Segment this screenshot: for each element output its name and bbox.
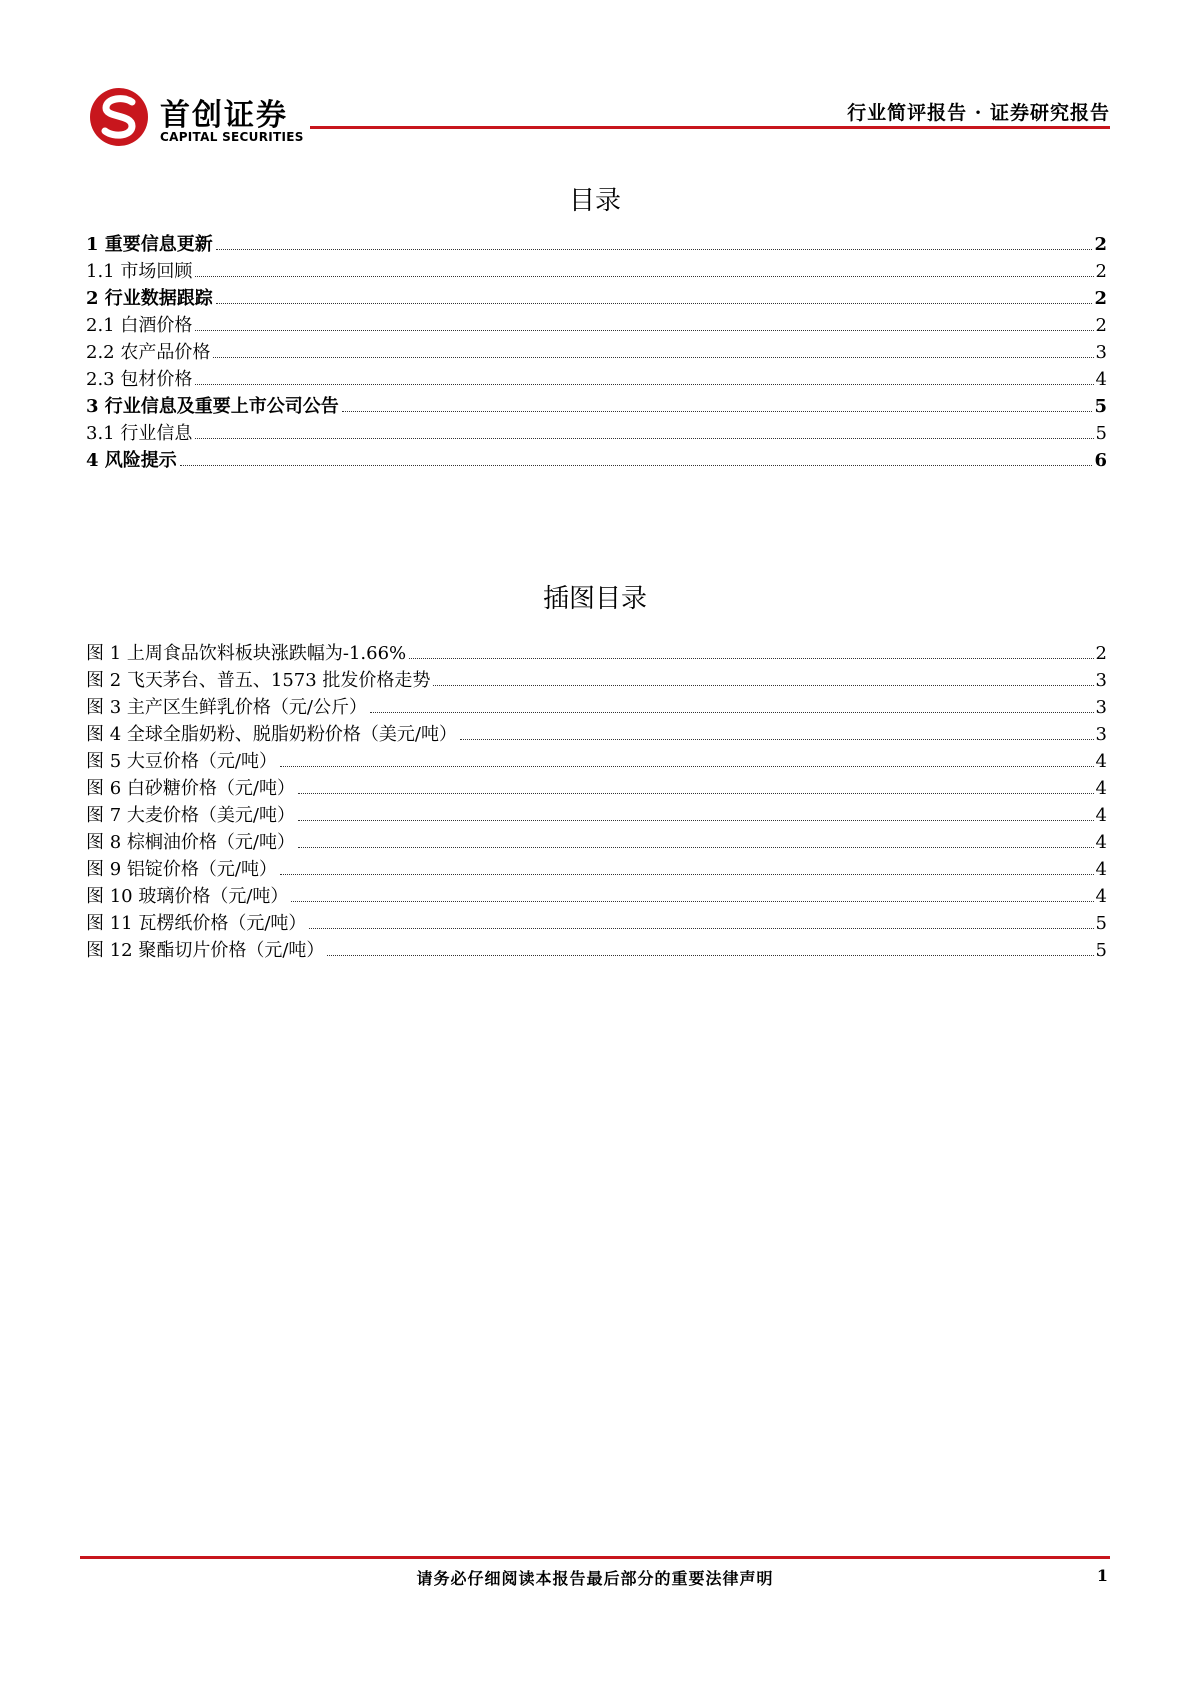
report-type: 行业简评报告 · 证券研究报告 [847, 102, 1110, 124]
dot-leader [280, 873, 1094, 875]
toc-list [86, 228, 1107, 471]
figure-item[interactable]: 图 1 上周食品饮料板块涨跌幅为-1.66% 2 [86, 643, 1107, 664]
dot-leader [433, 684, 1093, 686]
dot-leader [180, 464, 1093, 466]
dot-leader [213, 356, 1093, 358]
figure-item[interactable]: 图 11 瓦楞纸价格（元/吨） 5 [86, 913, 1107, 934]
toc-item[interactable]: 1 重要信息更新 2 [86, 234, 1107, 255]
dot-leader [370, 711, 1094, 713]
dot-leader [280, 765, 1094, 767]
toc-title: 目录 [568, 186, 621, 216]
dot-leader [195, 383, 1093, 385]
dot-leader [327, 954, 1093, 956]
dot-leader [216, 302, 1093, 304]
dot-leader [298, 792, 1094, 794]
page-number: 1 [1096, 1566, 1108, 1585]
logo-chinese-name: 首创证券 [160, 98, 288, 133]
toc-item[interactable]: 2.3 包材价格 4 [86, 369, 1107, 390]
dot-leader [195, 437, 1093, 439]
figure-item[interactable]: 图 7 大麦价格（美元/吨） 4 [86, 805, 1107, 826]
figure-item[interactable]: 图 4 全球全脂奶粉、脱脂奶粉价格（美元/吨） 3 [86, 724, 1107, 745]
dot-leader [409, 657, 1093, 659]
figure-item[interactable]: 图 3 主产区生鲜乳价格（元/公斤） 3 [86, 697, 1107, 718]
toc-item[interactable]: 3.1 行业信息 5 [86, 423, 1107, 444]
figures-list [86, 637, 1107, 961]
footer-disclaimer: 请务必仔细阅读本报告最后部分的重要法律声明 [416, 1569, 774, 1588]
dot-leader [460, 738, 1094, 740]
header-divider [310, 126, 1110, 129]
figures-title: 插图目录 [542, 584, 647, 614]
figure-item[interactable]: 图 9 铝锭价格（元/吨） 4 [86, 859, 1107, 880]
dot-leader [298, 819, 1094, 821]
toc-item[interactable]: 1.1 市场回顾 2 [86, 261, 1107, 282]
figure-item[interactable]: 图 8 棕榈油价格（元/吨） 4 [86, 832, 1107, 853]
toc-item[interactable]: 4 风险提示 6 [86, 450, 1107, 471]
dot-leader [298, 846, 1094, 848]
figure-item[interactable]: 图 6 白砂糖价格（元/吨） 4 [86, 778, 1107, 799]
dot-leader [342, 410, 1093, 412]
toc-item[interactable]: 3 行业信息及重要上市公司公告 5 [86, 396, 1107, 417]
toc-item[interactable]: 2.1 白酒价格 2 [86, 315, 1107, 336]
figure-item[interactable]: 图 12 聚酯切片价格（元/吨） 5 [86, 940, 1107, 961]
toc-item[interactable]: 2 行业数据跟踪 2 [86, 288, 1107, 309]
dot-leader [291, 900, 1093, 902]
page-header [80, 80, 1110, 150]
dot-leader [309, 927, 1093, 929]
dot-leader [216, 248, 1093, 250]
dot-leader [195, 329, 1093, 331]
figure-item[interactable]: 图 5 大豆价格（元/吨） 4 [86, 751, 1107, 772]
capital-securities-logo-icon [88, 86, 150, 148]
footer-divider [80, 1556, 1110, 1559]
figure-item[interactable]: 图 10 玻璃价格（元/吨） 4 [86, 886, 1107, 907]
figure-item[interactable]: 图 2 飞天茅台、普五、1573 批发价格走势 3 [86, 670, 1107, 691]
toc-item[interactable]: 2.2 农产品价格 3 [86, 342, 1107, 363]
logo-english-name: CAPITAL SECURITIES [160, 130, 304, 144]
dot-leader [195, 275, 1093, 277]
